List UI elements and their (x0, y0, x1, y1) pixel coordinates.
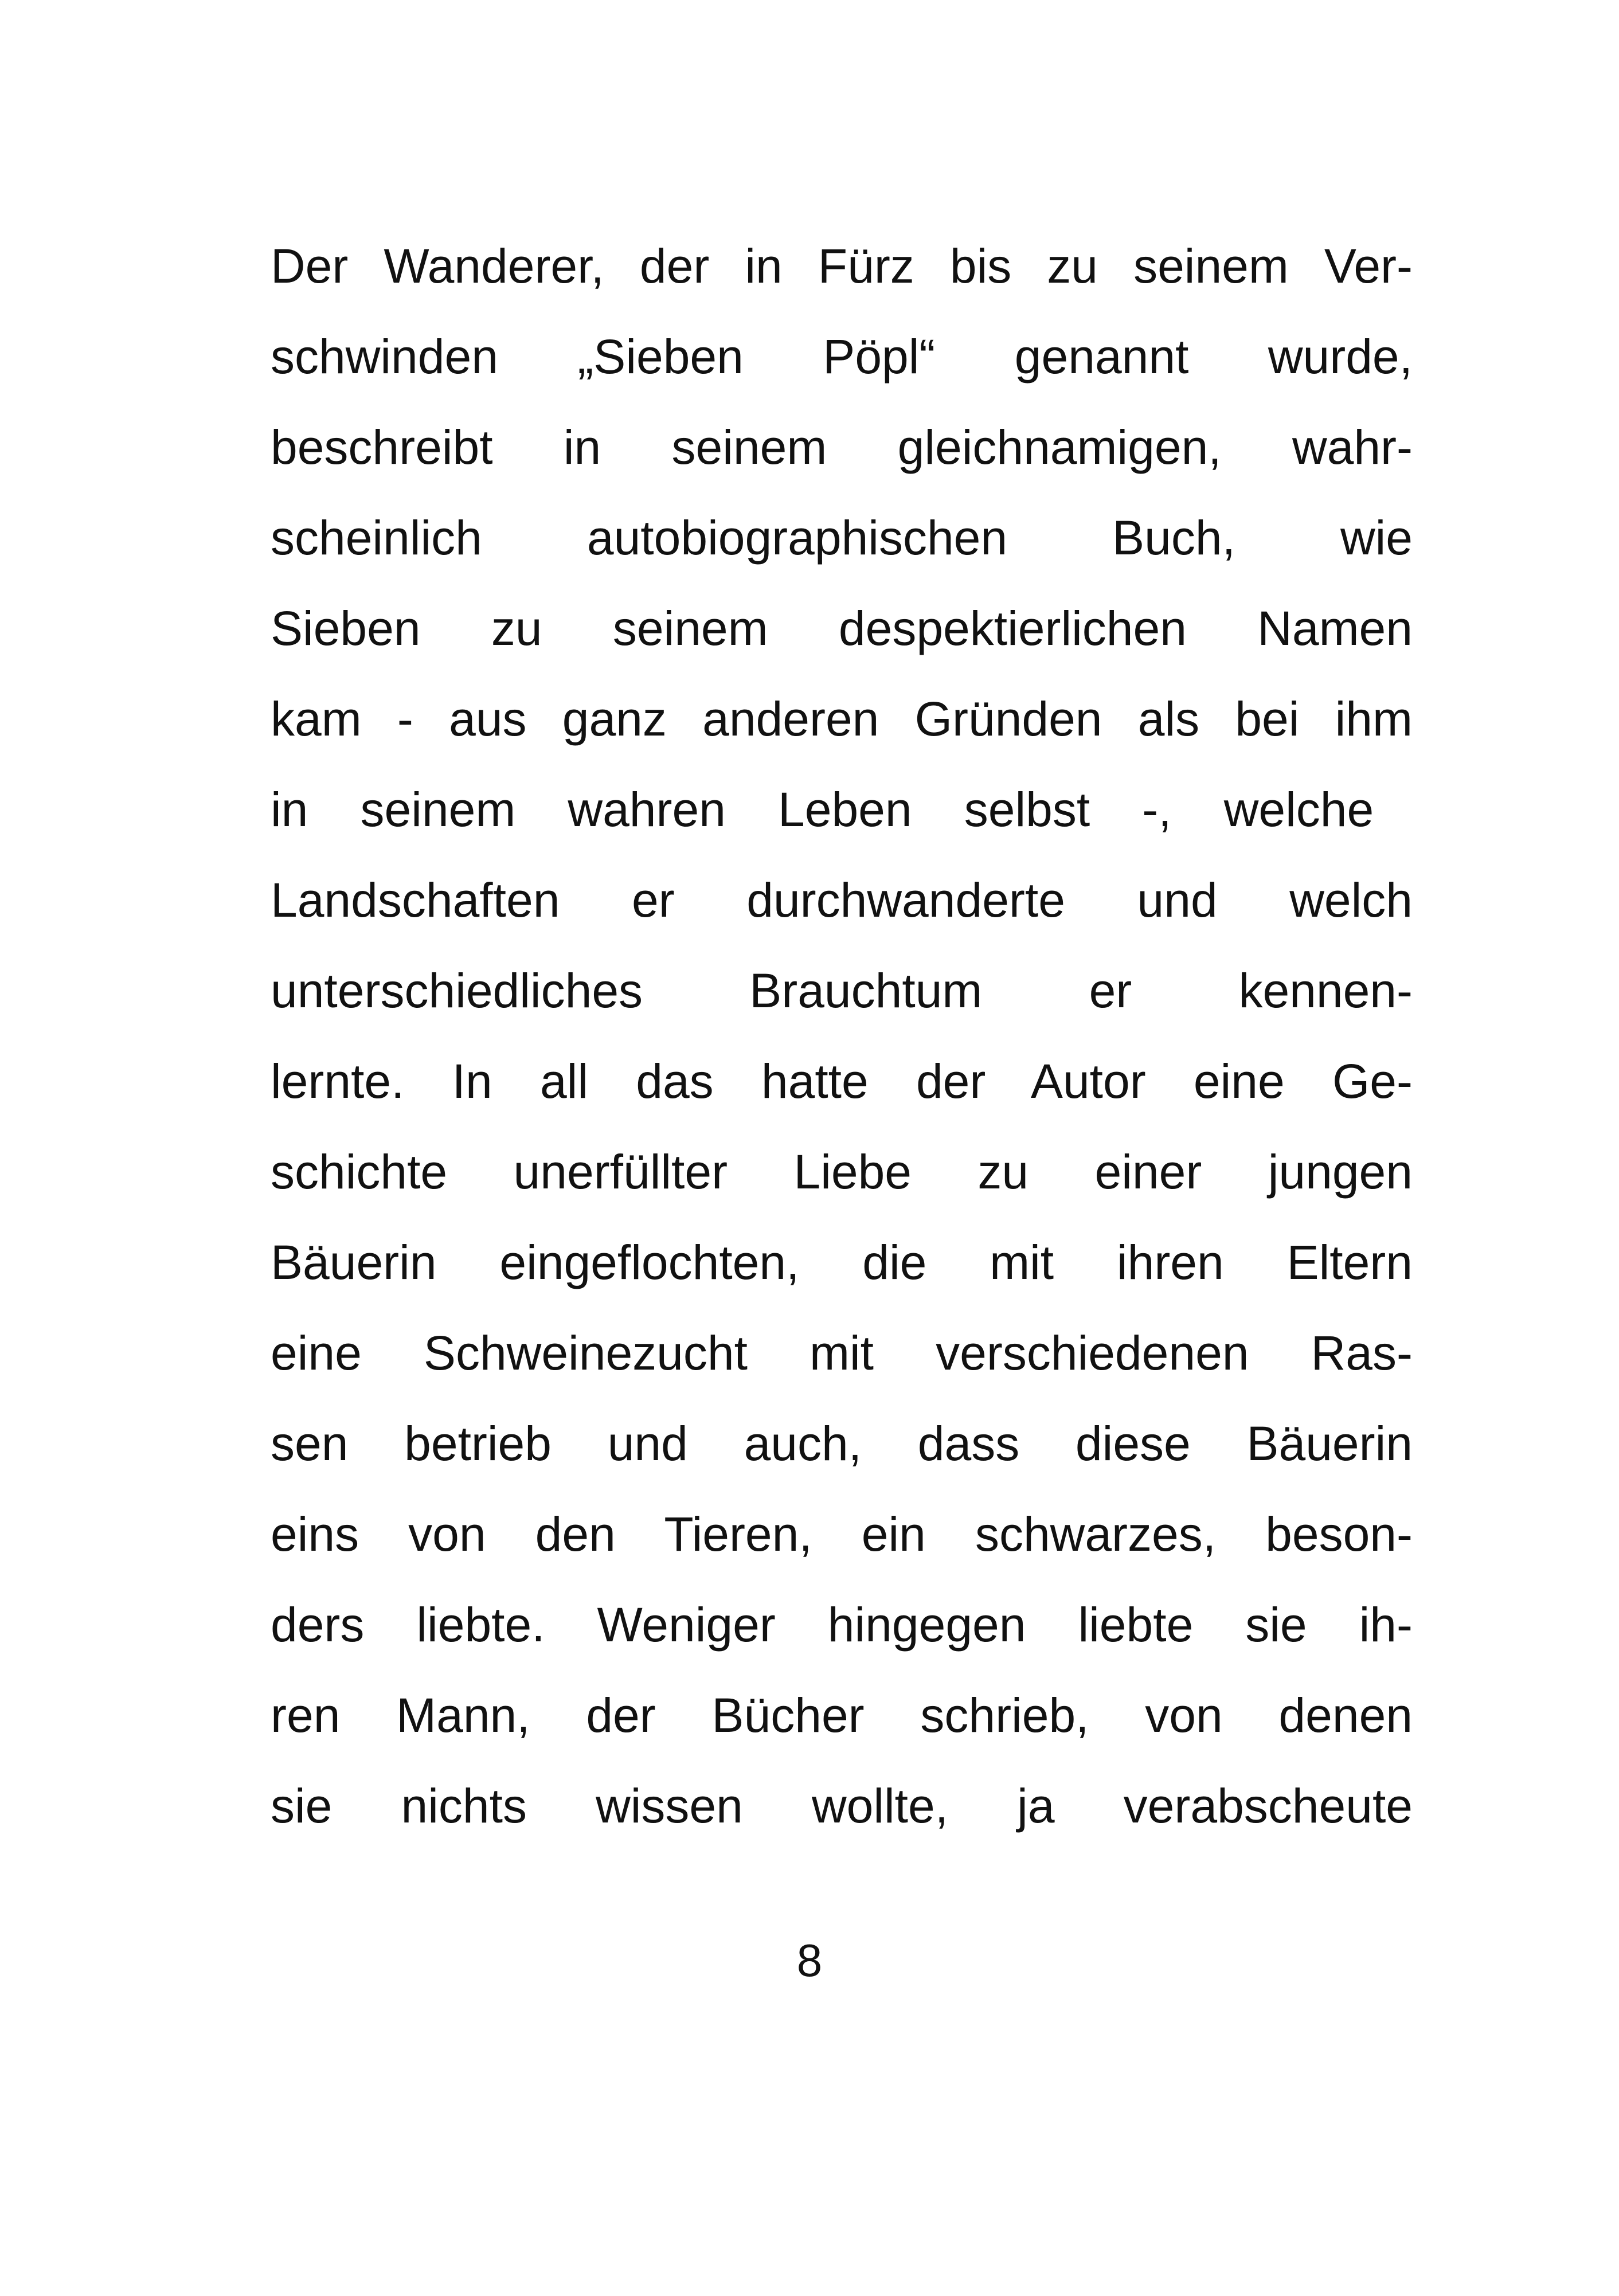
text-line: beschreibt in seinem gleichnamigen, wahr- (271, 420, 1413, 474)
text-line: Sieben zu seinem despektierlichen Namen (271, 601, 1413, 655)
text-line: sie nichts wissen wollte, ja verabscheute (271, 1779, 1413, 1833)
text-line: schichte unerfüllter Liebe zu einer jungen (271, 1145, 1413, 1199)
text-line: scheinlich autobiographischen Buch, wie (271, 511, 1413, 565)
text-line: schwinden „Sieben Pöpl“ genannt wurde, (271, 330, 1413, 384)
text-line: Der Wanderer, der in Fürz bis zu seinem Ver- (271, 239, 1413, 293)
text-line: ren Mann, der Bücher schrieb, von denen (271, 1688, 1413, 1742)
page-number: 8 (796, 1935, 823, 1986)
text-line: Landschaften er durchwanderte und welch (271, 873, 1413, 927)
text-line: eins von den Tieren, ein schwarzes, beson- (271, 1507, 1413, 1561)
text-line: in seinem wahren Leben selbst -, welche (271, 783, 1374, 836)
text-line: ders liebte. Weniger hingegen liebte sie ih- (271, 1598, 1413, 1652)
body-text (271, 221, 1413, 1851)
text-line: sen betrieb und auch, dass diese Bäuerin (271, 1417, 1413, 1470)
text-line: eine Schweinezucht mit verschiedenen Ras- (271, 1326, 1413, 1380)
text-line: kam - aus ganz anderen Gründen als bei ihm (271, 692, 1413, 746)
text-line: unterschiedliches Brauchtum er kennen- (271, 964, 1413, 1018)
text-line: Bäuerin eingeflochten, die mit ihren Eltern (271, 1235, 1413, 1289)
text-line: lernte. In all das hatte der Autor eine Ge- (271, 1054, 1413, 1108)
